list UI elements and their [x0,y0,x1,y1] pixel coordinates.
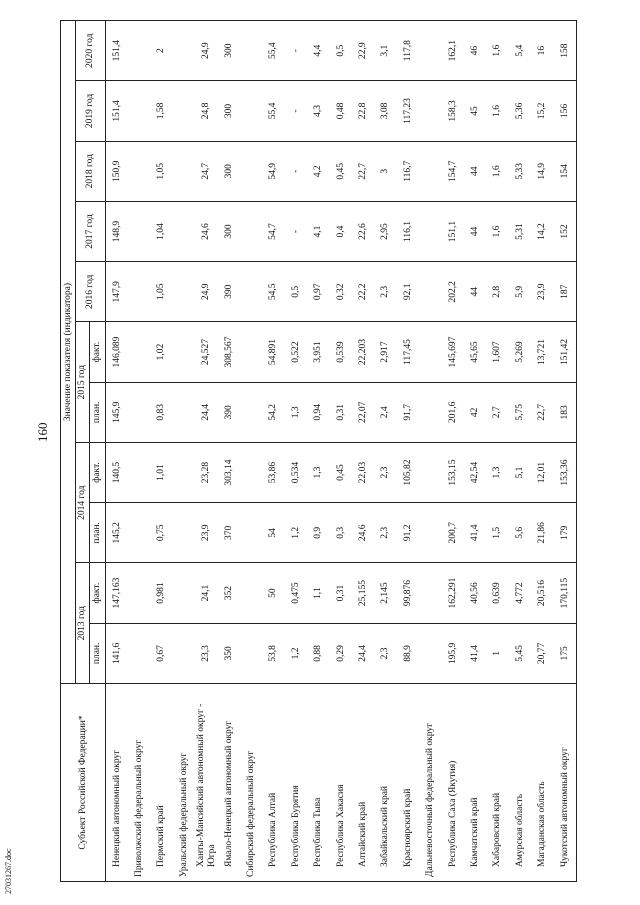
value-cell: 195,9 [442,623,464,683]
value-cell: 0,475 [285,563,307,623]
value-cell [128,201,150,261]
year-2018-header: 2018 год [76,141,106,201]
value-cell: 150,9 [106,141,129,201]
value-cell: 0,32 [330,262,352,322]
value-cell: 0,29 [330,623,352,683]
value-cell: 140,5 [106,442,129,502]
value-cell: 23,3 [196,623,218,683]
table-row [419,21,441,882]
value-cell: 16 [531,21,553,81]
value-cell: 44 [464,141,486,201]
value-cell: 146,089 [106,322,129,382]
value-cell: 105,82 [397,442,419,502]
fact-header: факт. [90,563,106,623]
value-cell: 44 [464,201,486,261]
value-cell: 2,917 [375,322,397,382]
value-cell [240,322,262,382]
table-row [375,21,397,882]
value-cell: 0,75 [151,503,173,563]
rotated-table-container [60,20,612,882]
value-cell: 42 [464,382,486,442]
value-cell: 116,1 [397,201,419,261]
value-cell: 5,1 [509,442,531,502]
value-cell: 0,88 [308,623,330,683]
value-cell: 24,9 [196,21,218,81]
value-cell: 22,7 [531,382,553,442]
plan-header: план. [90,623,106,683]
value-cell: 202,2 [442,262,464,322]
value-cell: 1,01 [151,442,173,502]
table-row [240,21,262,882]
year-2019-header: 2019 год [76,81,106,141]
region-name-cell: Красноярский край [397,684,419,882]
value-cell: 145,9 [106,382,129,442]
value-cell: 40,56 [464,563,486,623]
table-row [196,21,218,882]
value-cell: 4,4 [308,21,330,81]
value-cell [173,81,195,141]
value-cell: 1,04 [151,201,173,261]
value-cell: 12,01 [531,442,553,502]
value-cell: 1,3 [308,442,330,502]
table-row [106,21,129,882]
table-row [218,21,240,882]
table-row [173,21,195,882]
value-cell [128,442,150,502]
value-cell: 1,05 [151,262,173,322]
value-cell: 24,6 [196,201,218,261]
value-cell: 20,516 [531,563,553,623]
value-cell [128,81,150,141]
value-cell [173,141,195,201]
value-cell: 22,6 [352,201,374,261]
region-name-cell: Амурская область [509,684,531,882]
value-cell: 0,4 [330,201,352,261]
table-row [151,21,173,882]
region-name-cell: Магаданская область [531,684,553,882]
value-cell: 0,5 [330,21,352,81]
region-name-cell: Алтайский край [352,684,374,882]
value-cell: 170,115 [554,563,577,623]
value-cell: 352 [218,563,240,623]
value-cell: 152 [554,201,577,261]
value-cell: 0,9 [308,503,330,563]
value-cell: 22,9 [352,21,374,81]
value-cell: 154,7 [442,141,464,201]
value-cell [128,503,150,563]
value-cell: 4,3 [308,81,330,141]
value-cell: 1,02 [151,322,173,382]
value-cell [240,623,262,683]
value-cell: 54,2 [263,382,285,442]
value-cell: 88,9 [397,623,419,683]
table-row [442,21,464,882]
value-cell: 162,291 [442,563,464,623]
table-row [285,21,307,882]
value-cell: 41,4 [464,623,486,683]
value-cell [419,563,441,623]
table-row [308,21,330,882]
table-body [106,21,577,882]
value-cell: 390 [218,262,240,322]
value-cell: 151,4 [106,81,129,141]
value-cell: 147,9 [106,262,129,322]
value-cell: 5,36 [509,81,531,141]
value-cell [240,21,262,81]
value-cell: 151,4 [106,21,129,81]
value-cell: 303,14 [218,442,240,502]
region-name-cell: Ненецкий автономный округ [106,684,129,882]
region-name-cell: Республика Тыва [308,684,330,882]
value-cell: 145,2 [106,503,129,563]
value-cell: 3,08 [375,81,397,141]
value-cell: 24,9 [196,262,218,322]
value-cell: 54,9 [263,141,285,201]
year-2014-header: 2014 год [76,442,90,563]
year-2016-header: 2016 год [76,262,106,322]
value-cell: 0,94 [308,382,330,442]
value-cell: 5,45 [509,623,531,683]
region-name-cell: Республика Бурятия [285,684,307,882]
value-cell [419,141,441,201]
value-cell: 183 [554,382,577,442]
value-cell: 1,5 [487,503,509,563]
value-cell [419,442,441,502]
value-cell [240,503,262,563]
value-cell: 46 [464,21,486,81]
value-cell: 22,03 [352,442,374,502]
value-cell: 45,65 [464,322,486,382]
table-row [487,21,509,882]
value-cell: 54 [263,503,285,563]
value-cell: 44 [464,262,486,322]
value-cell: 175 [554,623,577,683]
value-cell: 54,5 [263,262,285,322]
value-cell: 117,8 [397,21,419,81]
value-cell: - [285,201,307,261]
value-cell [173,322,195,382]
table-row [263,21,285,882]
region-name-cell: Чукотский автономный округ [554,684,577,882]
table-row [509,21,531,882]
value-cell: 2,145 [375,563,397,623]
value-cell: 42,54 [464,442,486,502]
value-cell: 53,8 [263,623,285,683]
value-cell: 15,2 [531,81,553,141]
value-cell: 308,567 [218,322,240,382]
value-cell [128,563,150,623]
indicator-header: Значение показателя (индикатора) [61,21,76,684]
value-cell: 22,07 [352,382,374,442]
table-row [554,21,577,882]
value-cell: 2,7 [487,382,509,442]
value-cell: 2,4 [375,382,397,442]
value-cell: 1,607 [487,322,509,382]
value-cell [173,21,195,81]
value-cell: 1,2 [285,503,307,563]
value-cell [173,563,195,623]
value-cell: 148,9 [106,201,129,261]
value-cell: 50 [263,563,285,623]
value-cell: 4,2 [308,141,330,201]
value-cell: 45 [464,81,486,141]
value-cell: 41,4 [464,503,486,563]
table-row [531,21,553,882]
value-cell: 300 [218,201,240,261]
value-cell: 151,42 [554,322,577,382]
value-cell: 2,3 [375,442,397,502]
value-cell: 0,639 [487,563,509,623]
value-cell: 24,1 [196,563,218,623]
value-cell: 141,6 [106,623,129,683]
value-cell [419,623,441,683]
region-name-cell: Забайкальский край [375,684,397,882]
value-cell: 1,6 [487,201,509,261]
region-name-cell: Приволжский федеральный округ [128,684,150,882]
value-cell: 5,269 [509,322,531,382]
value-cell [173,442,195,502]
year-2013-header: 2013 год [76,563,90,684]
value-cell: 1,05 [151,141,173,201]
fact-header: факт. [90,442,106,502]
value-cell: 2,95 [375,201,397,261]
value-cell: 158,3 [442,81,464,141]
value-cell: 0,539 [330,322,352,382]
value-cell [128,322,150,382]
value-cell: 23,28 [196,442,218,502]
value-cell: 5,4 [509,21,531,81]
value-cell [419,81,441,141]
value-cell: 22,8 [352,81,374,141]
value-cell: 2 [151,21,173,81]
value-cell [128,141,150,201]
value-cell [240,442,262,502]
value-cell [419,382,441,442]
value-cell: 5,9 [509,262,531,322]
value-cell: 22,7 [352,141,374,201]
value-cell: 22,203 [352,322,374,382]
value-cell [240,382,262,442]
value-cell: 14,2 [531,201,553,261]
value-cell: 53,86 [263,442,285,502]
fact-header: факт. [90,322,106,382]
plan-header: план. [90,382,106,442]
value-cell: 0,97 [308,262,330,322]
value-cell [240,201,262,261]
value-cell: 370 [218,503,240,563]
value-cell: 24,7 [196,141,218,201]
value-cell [128,262,150,322]
value-cell: 1,3 [285,382,307,442]
value-cell: 154 [554,141,577,201]
value-cell: 0,45 [330,141,352,201]
region-name-cell: Пермский край [151,684,173,882]
value-cell [419,201,441,261]
value-cell: 200,7 [442,503,464,563]
region-name-cell: Ханты-Мансийский автономный округ - Югра [196,684,218,882]
value-cell: 5,33 [509,141,531,201]
year-2020-header: 2020 год [76,21,106,81]
value-cell [240,81,262,141]
value-cell: 0,3 [330,503,352,563]
value-cell: 0,522 [285,322,307,382]
value-cell: 4,772 [509,563,531,623]
value-cell: 54,7 [263,201,285,261]
value-cell: 55,4 [263,81,285,141]
value-cell: 91,7 [397,382,419,442]
region-name-cell: Республика Хакасия [330,684,352,882]
value-cell: 187 [554,262,577,322]
value-cell: - [285,21,307,81]
region-name-cell: Хабаровский край [487,684,509,882]
value-cell: 3 [375,141,397,201]
value-cell: 2,3 [375,262,397,322]
value-cell: 22,2 [352,262,374,322]
value-cell: 1,6 [487,141,509,201]
table-row [352,21,374,882]
value-cell: 92,1 [397,262,419,322]
year-2017-header: 2017 год [76,201,106,261]
value-cell: 0,83 [151,382,173,442]
value-cell [173,201,195,261]
value-cell: 201,6 [442,382,464,442]
value-cell: 99,876 [397,563,419,623]
value-cell [240,563,262,623]
value-cell: 24,6 [352,503,374,563]
value-cell: 153,36 [554,442,577,502]
value-cell: 1,2 [285,623,307,683]
value-cell: 24,8 [196,81,218,141]
value-cell [173,262,195,322]
value-cell: 5,6 [509,503,531,563]
value-cell: 25,155 [352,563,374,623]
value-cell: 116,7 [397,141,419,201]
value-cell: 147,163 [106,563,129,623]
value-cell: 156 [554,81,577,141]
value-cell: 390 [218,382,240,442]
value-cell: 1,1 [308,563,330,623]
document-filename: 27031267.doc [4,848,13,894]
value-cell: 1,6 [487,21,509,81]
region-name-cell: Республика Саха (Якутия) [442,684,464,882]
value-cell: 145,697 [442,322,464,382]
value-cell: 2,3 [375,503,397,563]
value-cell: 300 [218,141,240,201]
value-cell: 54,891 [263,322,285,382]
value-cell: 1 [487,623,509,683]
value-cell: 0,45 [330,442,352,502]
value-cell: 117,45 [397,322,419,382]
value-cell: 21,86 [531,503,553,563]
value-cell: 0,31 [330,563,352,623]
table-row [464,21,486,882]
indicator-table [60,20,577,882]
value-cell [173,503,195,563]
value-cell [419,262,441,322]
value-cell [173,623,195,683]
value-cell [173,382,195,442]
value-cell: 20,77 [531,623,553,683]
value-cell: 5,31 [509,201,531,261]
region-name-cell: Камчатский край [464,684,486,882]
value-cell: 5,75 [509,382,531,442]
value-cell: 179 [554,503,577,563]
value-cell: 117,23 [397,81,419,141]
value-cell: 350 [218,623,240,683]
value-cell: 3,951 [308,322,330,382]
value-cell: 2,8 [487,262,509,322]
value-cell: 300 [218,21,240,81]
value-cell: 0,981 [151,563,173,623]
value-cell: 24,4 [352,623,374,683]
page-number: 160 [35,422,50,442]
table-row [397,21,419,882]
value-cell: 1,3 [487,442,509,502]
value-cell [419,322,441,382]
value-cell [240,141,262,201]
value-cell: 158 [554,21,577,81]
value-cell: 1,6 [487,81,509,141]
value-cell [128,21,150,81]
value-cell: 1,58 [151,81,173,141]
region-name-cell: Республика Алтай [263,684,285,882]
plan-header: план. [90,503,106,563]
value-cell: 151,1 [442,201,464,261]
value-cell: 0,5 [285,262,307,322]
region-name-cell: Уральский федеральный округ [173,684,195,882]
value-cell: 55,4 [263,21,285,81]
value-cell: 24,527 [196,322,218,382]
value-cell: - [285,141,307,201]
value-cell [240,262,262,322]
value-cell: 0,534 [285,442,307,502]
subject-header: Субъект Российской Федерации* [61,684,106,882]
value-cell: 162,1 [442,21,464,81]
value-cell: 153,15 [442,442,464,502]
value-cell: 91,2 [397,503,419,563]
value-cell: 23,9 [196,503,218,563]
value-cell: 14,9 [531,141,553,201]
value-cell [128,382,150,442]
value-cell: - [285,81,307,141]
value-cell: 3,1 [375,21,397,81]
value-cell: 23,9 [531,262,553,322]
value-cell: 0,31 [330,382,352,442]
table-row [330,21,352,882]
value-cell [419,503,441,563]
value-cell: 300 [218,81,240,141]
region-name-cell: Сибирский федеральный округ [240,684,262,882]
value-cell: 4,1 [308,201,330,261]
value-cell: 0,48 [330,81,352,141]
value-cell [419,21,441,81]
value-cell: 24,4 [196,382,218,442]
year-2015-header: 2015 год [76,322,90,443]
value-cell: 2,3 [375,623,397,683]
region-name-cell: Дальневосточный федеральный округ [419,684,441,882]
region-name-cell: Ямало-Ненецкий автономный округ [218,684,240,882]
value-cell [128,623,150,683]
value-cell: 13,721 [531,322,553,382]
table-row [128,21,150,882]
value-cell: 0,67 [151,623,173,683]
